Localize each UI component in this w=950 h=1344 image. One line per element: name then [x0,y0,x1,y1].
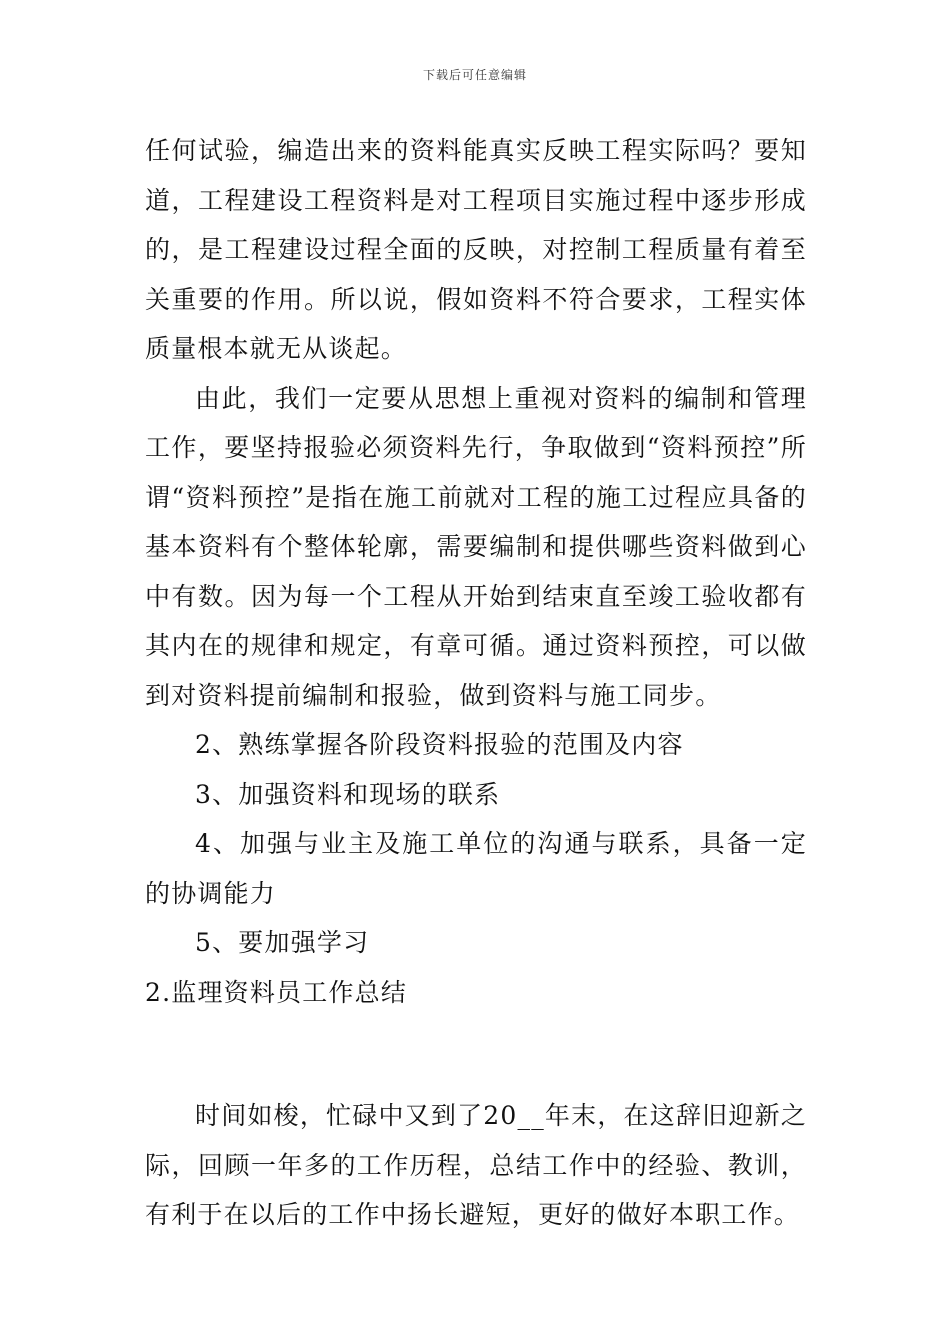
section-spacer [145,1017,807,1091]
header-note: 下载后可任意编辑 [422,68,527,82]
list-item-3: 3、加强资料和现场的联系 [195,779,501,809]
list-item-2: 2、熟练掌握各阶段资料报验的范围及内容 [195,730,684,759]
list-item-4: 4、加强与业主及施工单位的沟通与联系，具备一定的协调能力 [145,829,807,908]
section-title: 2.监理资料员工作总结 [145,977,408,1007]
list-item-5: 5、要加强学习 [195,928,370,957]
document-body [145,126,807,1240]
paragraph-1: 任何试验，编造出来的资料能真实反映工程实际吗？要知道，工程建设工程资料是对工程项目实施过程中逐步形成的，是工程建设过程全面的反映，对控制工程质量有着至关重要的作用。所以说，假如资料不符合要求，工程实体质量根本就无从谈起。 [145,136,807,363]
paragraph-summary: 时间如梭，忙碌中又到了20__年末，在这辞旧迎新之际，回顾一年多的工作历程，总结工作中的经验、教训，有利于在以后的工作中扬长避短，更好的做好本职工作。 [145,1101,807,1229]
paragraph-2: 由此，我们一定要从思想上重视对资料的编制和管理工作，要坚持报验必须资料先行，争取做到“资料预控”所谓“资料预控”是指在施工前就对工程的施工过程应具备的基本资料有个整体轮廓，需要编制和提供哪些资料做到心中有数。因为每一个工程从开始到结束直至竣工验收都有其内在的规律和规定，有章可循。通过资料预控，可以做到对资料提前编制和报验，做到资料与施工同步。 [145,383,807,710]
